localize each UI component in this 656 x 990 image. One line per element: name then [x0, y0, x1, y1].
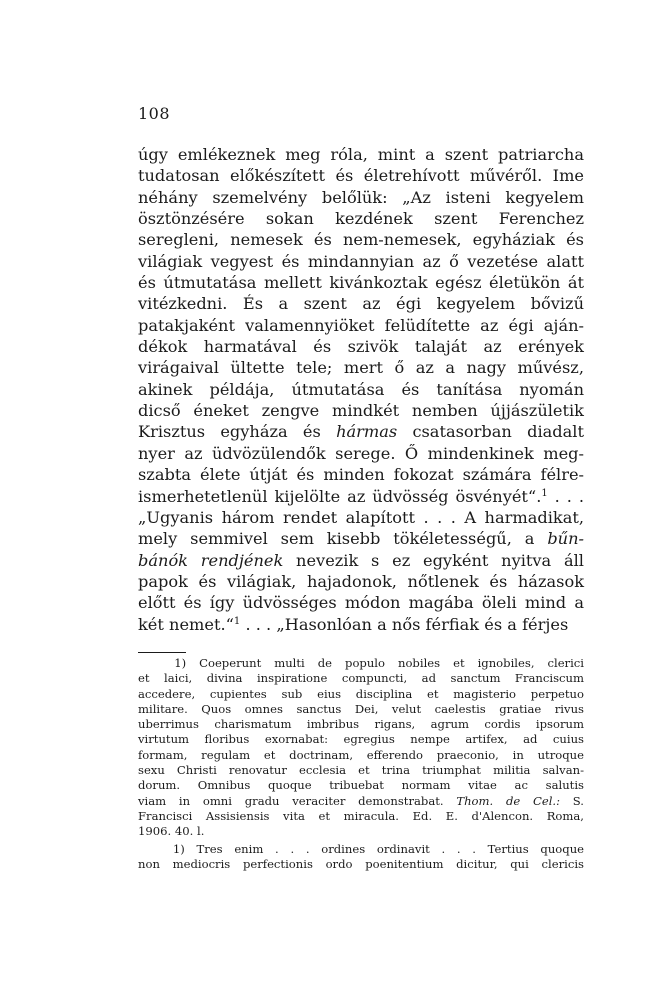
text-line: papok és világiak, hajadonok, nőtlenek és házasok: [138, 571, 584, 591]
footnote-line: uberrimus charismatum imbribus rigans, agrum cordis ipsorum: [138, 717, 584, 732]
text-line: ösztönzésére sokan kezdének szent Ferenchez: [138, 209, 584, 229]
text-line: [138, 421, 584, 442]
footnote-line: et laici, divina inspiratione compuncti, ad sanctum Franciscum: [138, 671, 584, 686]
italic-term: bánók rendjének: [138, 550, 284, 570]
footnote-line: 1906. 40. l.: [138, 824, 205, 839]
text-segment: két nemet.“: [138, 614, 234, 634]
text-line: tudatosan előkészített és életrehívott művéről. Ime: [138, 166, 584, 186]
footnote-number: 1): [172, 841, 185, 856]
footnote-line: Francisci Assisiensis vita et miracula. Ed. E. d'Alencon. Roma,: [138, 808, 584, 823]
footnote-line: accedere, cupientes sub eius disciplina et magisterio perpetuo: [138, 686, 584, 701]
italic-term: hármas: [336, 422, 398, 442]
footnote-line: sexu Christi renovatur ecclesia et trina triumphat militia salvan-: [138, 763, 584, 778]
text-line: néhány szemelvény belőlük: „Az isteni kegyelem: [138, 187, 584, 207]
italic-term: bűn-: [547, 529, 584, 549]
text-segment: . . .: [554, 486, 584, 506]
text-segment: ismerhetetlenül kijelölte az üdvösség ösvényét“.: [138, 486, 542, 506]
footnote-line: non mediocris perfectionis ordo poenitentium dicitur, qui clericis: [138, 856, 584, 871]
text-line: szabta élete útját és minden fokozat számára félre-: [138, 465, 584, 485]
text-segment: . . .: [245, 614, 272, 634]
text-line: akinek példája, útmutatása és tanítása nyomán: [138, 379, 584, 399]
footnote: [138, 842, 584, 873]
footnote-line: [138, 656, 584, 671]
footnote-number: 1): [174, 656, 187, 670]
footnote-line: formam, regulam et doctrinam, efferendo praeconio, in utroque: [138, 747, 584, 762]
page-number: 108: [138, 104, 171, 123]
text-segment: viam in omni gradu veraciter demonstrabat.: [138, 793, 444, 808]
text-segment: Tres enim . . . ordines ordinavit . . . Tertius quoque: [196, 841, 585, 856]
text-line: [138, 528, 584, 549]
text-line: [138, 550, 584, 571]
text-segment: csatasorban diadalt: [412, 422, 584, 442]
text-segment: nevezik s ez egyként nyitva áll: [296, 550, 584, 570]
text-line: patakjaként valamennyiöket felüdítette az égi aján-: [138, 315, 584, 335]
text-segment: „Hasonlóan a nős férfiak és a férjes: [276, 614, 569, 634]
text-line: és útmutatása mellett kivánkoztak egész életükön át: [138, 273, 584, 293]
footnote-marker: 1: [233, 615, 241, 627]
text-segment: Coeperunt multi de populo nobiles et ignobiles, clerici: [199, 656, 585, 670]
footnote-line: virtutum floribus exornabat: egregius nempe artifex, ad cuius: [138, 732, 584, 747]
text-segment: Krisztus egyháza és: [138, 422, 321, 442]
citation-author: Thom. de Cel.:: [456, 793, 561, 808]
body-text: [138, 144, 584, 635]
text-line: [138, 486, 584, 507]
footnote: [138, 656, 584, 840]
text-line: dicső éneket zengve mindkét nemben újjászületik: [138, 401, 584, 421]
text-line: nyer az üdvözülendők serege. Ő mindenkinek meg-: [138, 443, 584, 463]
footnote-rule: [138, 652, 186, 653]
text-line: úgy emlékeznek meg róla, mint a szent patriarcha: [138, 145, 584, 164]
footnote-line: dorum. Omnibus quoque tribuebat normam vitae ac salutis: [138, 778, 584, 793]
text-line: vitézkedni. És a szent az égi kegyelem bővizű: [138, 294, 584, 314]
text-line: dékok harmatával és szivök talaját az erények: [138, 337, 584, 357]
text-line: világiak vegyest és mindannyian az ő vezetése alatt: [138, 251, 584, 271]
text-line: előtt és így üdvösséges módon magába öleli mind a: [138, 593, 584, 613]
footnote-marker: 1: [541, 487, 548, 499]
text-line: seregleni, nemesek és nem-nemesek, egyháziak és: [138, 230, 584, 250]
text-segment: mely semmivel sem kisebb tökéletességű, a: [138, 529, 535, 549]
footnote-line: [138, 794, 584, 809]
text-line: „Ugyanis három rendet alapított . . . A harmadikat,: [138, 507, 584, 527]
footnotes: [138, 656, 584, 872]
footnote-line: militare. Quos omnes sanctus Dei, velut caelestis gratiae rivus: [138, 701, 584, 716]
text-segment: S.: [572, 793, 584, 808]
text-line: virágaival ültette tele; mert ő az a nagy művész,: [138, 358, 584, 378]
text-line: [138, 614, 584, 635]
footnote-line: [138, 842, 584, 857]
